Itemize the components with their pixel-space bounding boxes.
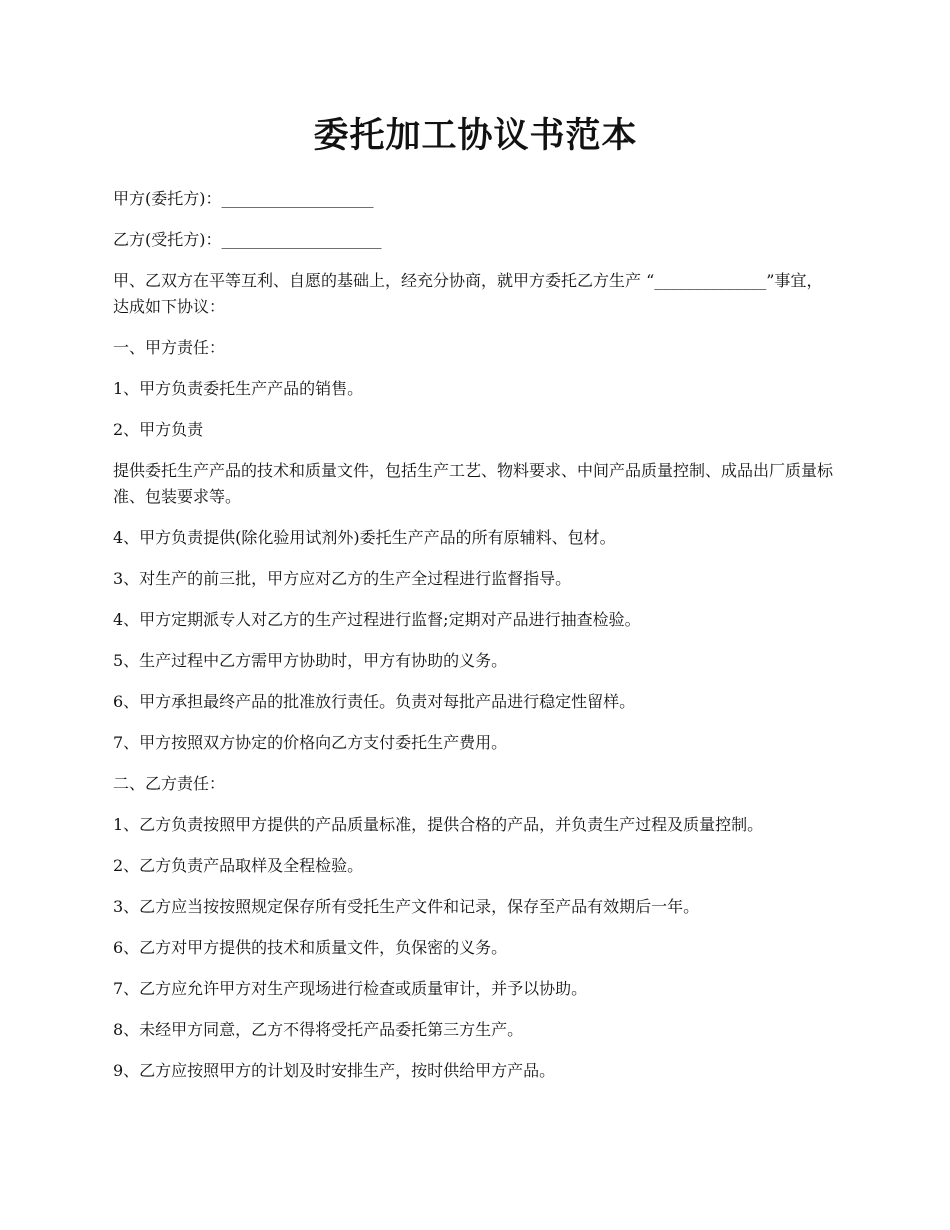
clause-item: 6、乙方对甲方提供的技术和质量文件，负保密的义务。 [113,938,508,957]
clause-item: 9、乙方应按照甲方的计划及时安排生产，按时供给甲方产品。 [113,1061,556,1080]
section-heading-party-b: 二、乙方责任： [113,774,226,793]
clause-item: 6、甲方承担最终产品的批准放行责任。负责对每批产品进行稳定性留样。 [113,692,636,711]
clause-item: 提供委托生产产品的技术和质量文件，包括生产工艺、物料要求、中间产品质量控制、成品出厂质量标准、包装要求等。 [113,461,834,506]
clause-item: 1、甲方负责委托生产产品的销售。 [113,379,364,398]
document-title: 委托加工协议书范本 [313,115,638,156]
clause-item: 3、对生产的前三批，甲方应对乙方的生产全过程进行监督指导。 [113,569,572,588]
clause-item: 2、甲方负责 [113,420,204,439]
clause-item: 7、乙方应允许甲方对生产现场进行检查或质量审计，并予以协助。 [113,979,588,998]
clause-item: 7、甲方按照双方协定的价格向乙方支付委托生产费用。 [113,733,508,752]
intro-paragraph: 甲、乙双方在平等互利、自愿的基础上，经充分协商，就甲方委托乙方生产 “______________”事宜，达成如下协议： [113,271,823,316]
clause-item: 8、未经甲方同意，乙方不得将受托产品委托第三方生产。 [113,1020,524,1039]
section-heading-party-a: 一、甲方责任： [113,338,226,357]
clause-item: 3、乙方应当按按照规定保存所有受托生产文件和记录，保存至产品有效期后一年。 [113,897,700,916]
clause-item: 4、甲方定期派专人对乙方的生产过程进行监督;定期对产品进行抽查检验。 [113,610,641,629]
party-b-line: 乙方(受托方)：____________________ [113,230,382,249]
party-a-line: 甲方(委托方)：___________________ [113,189,374,208]
clause-item: 4、甲方负责提供(除化验用试剂外)委托生产产品的所有原辅料、包材。 [113,528,616,547]
clause-item: 1、乙方负责按照甲方提供的产品质量标准，提供合格的产品，并负责生产过程及质量控制。 [113,815,764,834]
clause-item: 5、生产过程中乙方需甲方协助时，甲方有协助的义务。 [113,651,508,670]
clause-item: 2、乙方负责产品取样及全程检验。 [113,856,364,875]
